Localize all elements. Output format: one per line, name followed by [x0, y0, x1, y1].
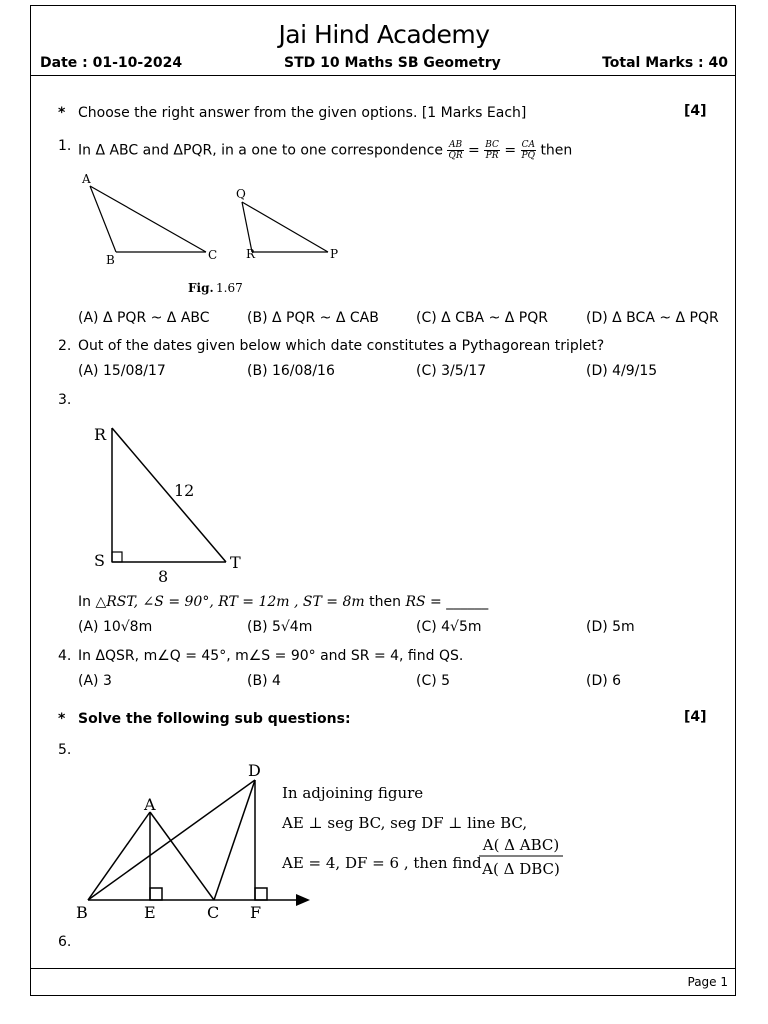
label-t: T: [230, 553, 241, 572]
label-s: S: [94, 551, 105, 570]
exam-subject: STD 10 Maths SB Geometry: [284, 55, 501, 71]
q3-text: [78, 594, 488, 610]
q5-number: 5.: [58, 742, 72, 758]
label-b: B: [106, 253, 115, 267]
q5-line1: In adjoining figure: [282, 784, 424, 802]
label-q: Q: [236, 187, 246, 201]
q1-text: [78, 140, 572, 161]
fig-caption-num: 1.67: [216, 281, 243, 295]
q1-frac3: [521, 140, 536, 161]
q5-frac-num: A( Δ ABC): [482, 836, 560, 854]
q1-figure: [70, 168, 370, 298]
exam-date: Date : 01-10-2024: [40, 55, 183, 71]
header-divider: [30, 75, 736, 76]
q3-text-then: then: [369, 594, 401, 610]
q1-frac3-den: PQ: [521, 151, 535, 161]
q5-figure: [74, 760, 574, 925]
q2-option-c[interactable]: (C) 3/5/17: [416, 363, 487, 379]
q4-number: 4.: [58, 648, 72, 664]
section2-bullet: *: [58, 711, 66, 727]
label-f: F: [250, 903, 262, 922]
q1-frac1-num: AB: [448, 140, 463, 150]
q5-line3: AE = 4, DF = 6 , then find: [282, 854, 482, 872]
q4-option-b[interactable]: (B) 4: [247, 673, 281, 689]
q4-option-c[interactable]: (C) 5: [416, 673, 451, 689]
label-d: D: [248, 761, 261, 780]
fig-caption-bold: Fig.: [188, 281, 214, 295]
school-title: Jai Hind Academy: [278, 20, 490, 49]
total-marks: Total Marks : 40: [602, 55, 728, 71]
label-hypotenuse: 12: [174, 481, 195, 500]
q1-frac1: [447, 140, 463, 161]
q1-frac2: [484, 140, 500, 161]
right-angle-mark: [112, 552, 122, 562]
label-r: R: [94, 425, 107, 444]
q3-math2: RS =: [405, 594, 442, 610]
q1-equals-1: =: [468, 142, 480, 159]
q3-figure: [88, 420, 258, 590]
q3-math: △RST, ∠S = 90°, RT = 12m , ST = 8m: [95, 594, 365, 610]
q1-option-c[interactable]: (C) Δ CBA ~ Δ PQR: [416, 310, 548, 326]
page-number: Page 1: [687, 975, 728, 989]
q6-number: 6.: [58, 934, 72, 950]
label-c: C: [208, 248, 218, 262]
triangle-pqr: [242, 202, 328, 252]
q1-frac1-den: QR: [448, 151, 463, 161]
q2-option-b[interactable]: (B) 16/08/16: [247, 363, 335, 379]
q1-number: 1.: [58, 138, 72, 154]
section2-heading: Solve the following sub questions:: [78, 711, 351, 727]
q4-option-d[interactable]: (D) 6: [586, 673, 622, 689]
q1-frac2-den: PR: [485, 151, 499, 161]
q5-line2: AE ⊥ seg BC, seg DF ⊥ line BC,: [282, 814, 528, 832]
label-c: C: [207, 903, 220, 922]
q3-option-b[interactable]: (B) 5√4m: [247, 619, 313, 635]
label-p: P: [330, 247, 339, 261]
arrow-head: [296, 894, 310, 906]
q5-geometry: [88, 780, 304, 900]
q3-option-d[interactable]: (D) 5m: [586, 619, 635, 635]
q1-frac2-num: BC: [485, 140, 499, 150]
q1-text-after: then: [540, 142, 573, 159]
q1-option-d[interactable]: (D) Δ BCA ~ Δ PQR: [586, 310, 719, 326]
q3-number: 3.: [58, 392, 72, 408]
triangle-abc: [90, 186, 206, 252]
q3-text-in: In: [78, 594, 92, 610]
section1-marks: [4]: [684, 103, 707, 119]
section1-bullet: *: [58, 105, 66, 121]
q2-text: Out of the dates given below which date constitutes a Pythagorean triplet?: [78, 338, 605, 354]
label-b: B: [76, 903, 88, 922]
section2-marks: [4]: [684, 709, 707, 725]
footer-divider: [30, 968, 736, 969]
label-a: A: [144, 795, 156, 814]
q3-option-c[interactable]: (C) 4√5m: [416, 619, 482, 635]
label-a: A: [82, 172, 91, 186]
q1-option-b[interactable]: (B) Δ PQR ~ Δ CAB: [247, 310, 379, 326]
section1-heading: Choose the right answer from the given options. [1 Marks Each]: [78, 105, 527, 121]
q2-option-a[interactable]: (A) 15/08/17: [78, 363, 166, 379]
q4-option-a[interactable]: (A) 3: [78, 673, 112, 689]
q1-option-a[interactable]: (A) Δ PQR ~ Δ ABC: [78, 310, 210, 326]
q1-frac3-num: CA: [521, 140, 535, 150]
q1-text-before: In Δ ABC and ΔPQR, in a one to one correspondence: [78, 142, 443, 159]
q1-equals-2: =: [504, 142, 517, 159]
label-r: R: [246, 247, 256, 261]
label-base: 8: [158, 567, 169, 586]
q2-option-d[interactable]: (D) 4/9/15: [586, 363, 658, 379]
q5-frac-den: A( Δ DBC): [482, 860, 560, 878]
q3-blank[interactable]: ______: [446, 594, 489, 610]
label-e: E: [144, 903, 156, 922]
q2-number: 2.: [58, 338, 72, 354]
q3-option-a[interactable]: (A) 10√8m: [78, 619, 153, 635]
q4-text: In ΔQSR, m∠Q = 45°, m∠S = 90° and SR = 4, find QS.: [78, 648, 464, 664]
